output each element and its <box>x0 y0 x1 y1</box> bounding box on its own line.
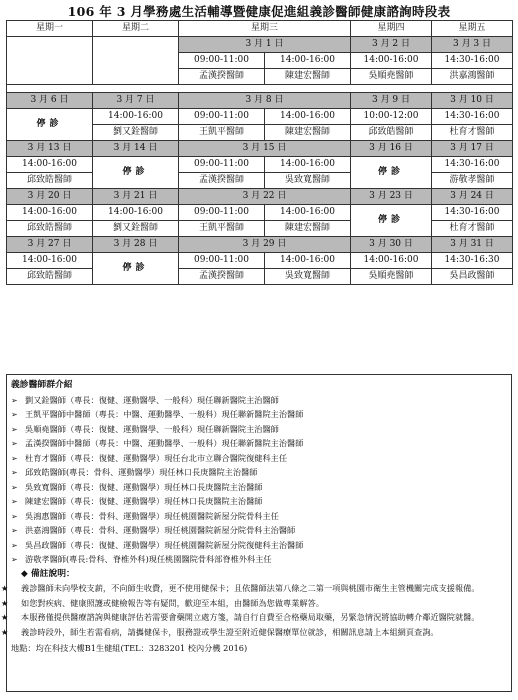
date-cell: 3 月 24 日 <box>432 189 513 205</box>
doctor-cell: 吳順堯醫師 <box>351 269 432 285</box>
doctor-cell: 邱致皓醫師 <box>7 173 93 189</box>
arrow-bullet-icon: ➢ <box>11 525 18 535</box>
date-cell: 3 月 28 日 <box>93 237 179 253</box>
spacer <box>7 85 513 93</box>
closed-cell: 停診 <box>351 157 432 189</box>
time-cell: 14:30-16:00 <box>432 109 513 125</box>
date-cell: 3 月 3 日 <box>432 37 513 53</box>
arrow-bullet-icon: ➢ <box>11 496 18 506</box>
remark-item: 義診時段外，師生若需看病，請攜健保卡，服務證或學生證至附近健保醫療單位就診，相關訊息請上本組網頁查詢。 <box>21 626 439 637</box>
doctor-cell: 王凱平醫師 <box>179 125 265 141</box>
time-cell: 14:00-16:00 <box>7 253 93 269</box>
time-cell: 14:00-16:00 <box>265 205 351 221</box>
time-cell: 09:00-11:00 <box>179 109 265 125</box>
time-cell: 14:00-16:00 <box>7 157 93 173</box>
date-cell: 3 月 20 日 <box>7 189 93 205</box>
date-cell: 3 月 2 日 <box>351 37 432 53</box>
weekday-header-fri: 星期五 <box>432 21 513 37</box>
remarks-heading: 備註說明： <box>30 568 75 579</box>
doctor-cell: 杜育才醫師 <box>432 221 513 237</box>
date-cell: 3 月 17 日 <box>432 141 513 157</box>
doctor-cell: 孟漢揆醫師 <box>179 173 265 189</box>
date-cell: 3 月 8 日 <box>179 93 351 109</box>
star-bullet-icon: ★ <box>1 612 9 622</box>
date-cell: 3 月 10 日 <box>432 93 513 109</box>
time-cell: 14:00-16:00 <box>93 109 179 125</box>
doctor-cell: 杜育才醫師 <box>432 125 513 141</box>
date-cell: 3 月 1 日 <box>179 37 351 53</box>
date-cell: 3 月 7 日 <box>93 93 179 109</box>
weekday-header-mon: 星期一 <box>7 21 93 37</box>
doctor-cell: 邱致皓醫師 <box>7 269 93 285</box>
doctor-cell: 劉又銓醫師 <box>93 125 179 141</box>
intro-heading: 義診醫師群介紹 <box>11 380 73 390</box>
doctor-intro-item: 杜育才醫師（專長：復健、運動醫學）現任台北市立聯合醫院復健科主任 <box>25 452 288 463</box>
doctor-cell: 陳建宏醫師 <box>265 125 351 141</box>
doctor-intro-item: 洪嘉鴻醫師（專長：骨科、運動醫學）現任桃園醫院新屋分院骨科主治醫師 <box>25 525 296 535</box>
time-cell: 14:00-16:00 <box>351 53 432 69</box>
date-cell: 3 月 30 日 <box>351 237 432 253</box>
time-cell: 14:00-16:00 <box>351 253 432 269</box>
date-cell: 3 月 21 日 <box>93 189 179 205</box>
doctor-intro-item: 吳順堯醫師（專長：復健、運動醫學、一般科）現任聯新醫院主治醫師 <box>25 423 279 434</box>
star-bullet-icon: ★ <box>1 626 9 637</box>
closed-cell: 停診 <box>7 109 93 141</box>
diamond-bullet-icon: ◆ <box>21 568 28 579</box>
star-bullet-icon: ★ <box>1 583 9 593</box>
empty-cell <box>7 37 93 85</box>
weekday-header-tue: 星期二 <box>93 21 179 37</box>
page-title: 106 年 3 月學務處生活輔導暨健康促進組義診醫師健康諮詢時段表 <box>67 4 451 19</box>
doctor-cell: 陳建宏醫師 <box>265 221 351 237</box>
star-bullet-icon: ★ <box>1 597 9 608</box>
arrow-bullet-icon: ➢ <box>11 467 18 477</box>
doctor-cell: 吳昌政醫師 <box>432 269 513 285</box>
time-cell: 09:00-11:00 <box>179 205 265 221</box>
arrow-bullet-icon: ➢ <box>11 438 18 448</box>
doctor-intro-item: 吳致寬醫師（專長：復健、運動醫學）現任林口長庚醫院主治醫師 <box>25 481 263 492</box>
date-cell: 3 月 29 日 <box>179 237 351 253</box>
doctor-intro-item: 王凱平醫師中醫師（專長：中醫、運動醫學、一般科）現任聯新醫院主治醫師 <box>25 409 304 419</box>
date-cell: 3 月 31 日 <box>432 237 513 253</box>
arrow-bullet-icon: ➢ <box>11 409 18 419</box>
time-cell: 14:00-16:00 <box>265 53 351 69</box>
time-cell: 14:00-16:00 <box>265 157 351 173</box>
date-cell: 3 月 23 日 <box>351 189 432 205</box>
doctor-cell: 洪嘉鴻醫師 <box>432 69 513 85</box>
doctor-cell: 孟漢揆醫師 <box>179 269 265 285</box>
arrow-bullet-icon: ➢ <box>11 510 18 521</box>
doctor-cell: 王凱平醫師 <box>179 221 265 237</box>
empty-cell <box>93 37 179 85</box>
closed-cell: 停診 <box>93 157 179 189</box>
time-cell: 14:30-16:00 <box>432 53 513 69</box>
time-cell: 09:00-11:00 <box>179 157 265 173</box>
weekday-header-wed: 星期三 <box>179 21 351 37</box>
remark-item: 義診醫師未向學校支薪，不向師生收費，更不使用健保卡；且依醫師法第八條之二第一項與桃園市衛生主管機關完成支援報備。 <box>21 583 480 593</box>
doctor-intro-item: 邱致皓醫師(專長：骨科、運動醫學）現任林口長庚醫院主治醫師 <box>25 467 258 477</box>
time-cell: 14:30-16:30 <box>432 253 513 269</box>
time-cell: 14:00-16:00 <box>93 205 179 221</box>
closed-cell: 停診 <box>351 205 432 237</box>
date-cell: 3 月 14 日 <box>93 141 179 157</box>
doctor-cell: 劉又銓醫師 <box>93 221 179 237</box>
time-cell: 10:00-12:00 <box>351 109 432 125</box>
arrow-bullet-icon: ➢ <box>11 394 18 405</box>
arrow-bullet-icon: ➢ <box>11 554 18 564</box>
remark-item: 如您對疾病、健康照護或健檢報告等有疑問，歡迎至本組，由醫師為您做專業解答。 <box>21 597 324 608</box>
arrow-bullet-icon: ➢ <box>11 481 18 492</box>
time-cell: 14:00-16:00 <box>7 205 93 221</box>
time-cell: 14:00-16:00 <box>265 109 351 125</box>
date-cell: 3 月 6 日 <box>7 93 93 109</box>
date-cell: 3 月 16 日 <box>351 141 432 157</box>
closed-cell: 停診 <box>93 253 179 285</box>
notes-section <box>1 374 512 692</box>
date-cell: 3 月 13 日 <box>7 141 93 157</box>
doctor-cell: 吳致寬醫師 <box>265 173 351 189</box>
doctor-cell: 邱致皓醫師 <box>351 125 432 141</box>
doctor-intro-item: 吳昌政醫師（專長：復健、運動醫學）現任桃園醫院新屋分院復健科主治醫師 <box>25 539 304 550</box>
doctor-cell: 陳建宏醫師 <box>265 69 351 85</box>
date-cell: 3 月 15 日 <box>179 141 351 157</box>
doctor-cell: 邱致皓醫師 <box>7 221 93 237</box>
arrow-bullet-icon: ➢ <box>11 539 18 550</box>
time-cell: 14:00-16:00 <box>265 253 351 269</box>
time-cell: 14:30-16:00 <box>432 205 513 221</box>
location-text: 地點：均在科技大樓B1生健組(TEL：3283201 校內分機 2016) <box>11 643 248 653</box>
time-cell: 14:30-16:00 <box>432 157 513 173</box>
schedule-table <box>6 20 513 285</box>
doctor-intro-item: 劉又銓醫師（專長：復健、運動醫學、一般科）現任聯新醫院主治醫師 <box>25 394 279 405</box>
doctor-cell: 吳致寬醫師 <box>265 269 351 285</box>
date-cell: 3 月 22 日 <box>179 189 351 205</box>
arrow-bullet-icon: ➢ <box>11 452 18 463</box>
time-cell: 09:00-11:00 <box>179 53 265 69</box>
doctor-cell: 孟漢揆醫師 <box>179 69 265 85</box>
date-cell: 3 月 27 日 <box>7 237 93 253</box>
remark-item: 本服務僅提供醫療諮詢與健康評估若需要會藥開立處方箋，請自行自費至合格藥局取藥，另緊急情況將協助轉介鄰近醫院就醫。 <box>21 612 480 622</box>
weekday-header-thu: 星期四 <box>351 21 432 37</box>
doctor-intro-item: 陳建宏醫師（專長：復健、運動醫學）現任林口長庚醫院主治醫師 <box>25 496 263 506</box>
time-cell: 09:00-11:00 <box>179 253 265 269</box>
date-cell: 3 月 9 日 <box>351 93 432 109</box>
doctor-cell: 游敬孝醫師 <box>432 173 513 189</box>
arrow-bullet-icon: ➢ <box>11 423 18 434</box>
doctor-intro-item: 吳鴻惠醫師（專長：骨科、運動醫學）現任桃園醫院新屋分院骨科主任 <box>25 510 279 521</box>
doctor-intro-item: 游敬孝醫師(專長:骨科、脊椎外科)現任桃園醫院骨科部脊椎外科主任 <box>25 554 272 564</box>
doctor-intro-item: 孟漢揆醫師中醫師（專長：中醫、運動醫學、一般科）現任聯新醫院主治醫師 <box>25 438 304 448</box>
doctor-cell: 吳順堯醫師 <box>351 69 432 85</box>
